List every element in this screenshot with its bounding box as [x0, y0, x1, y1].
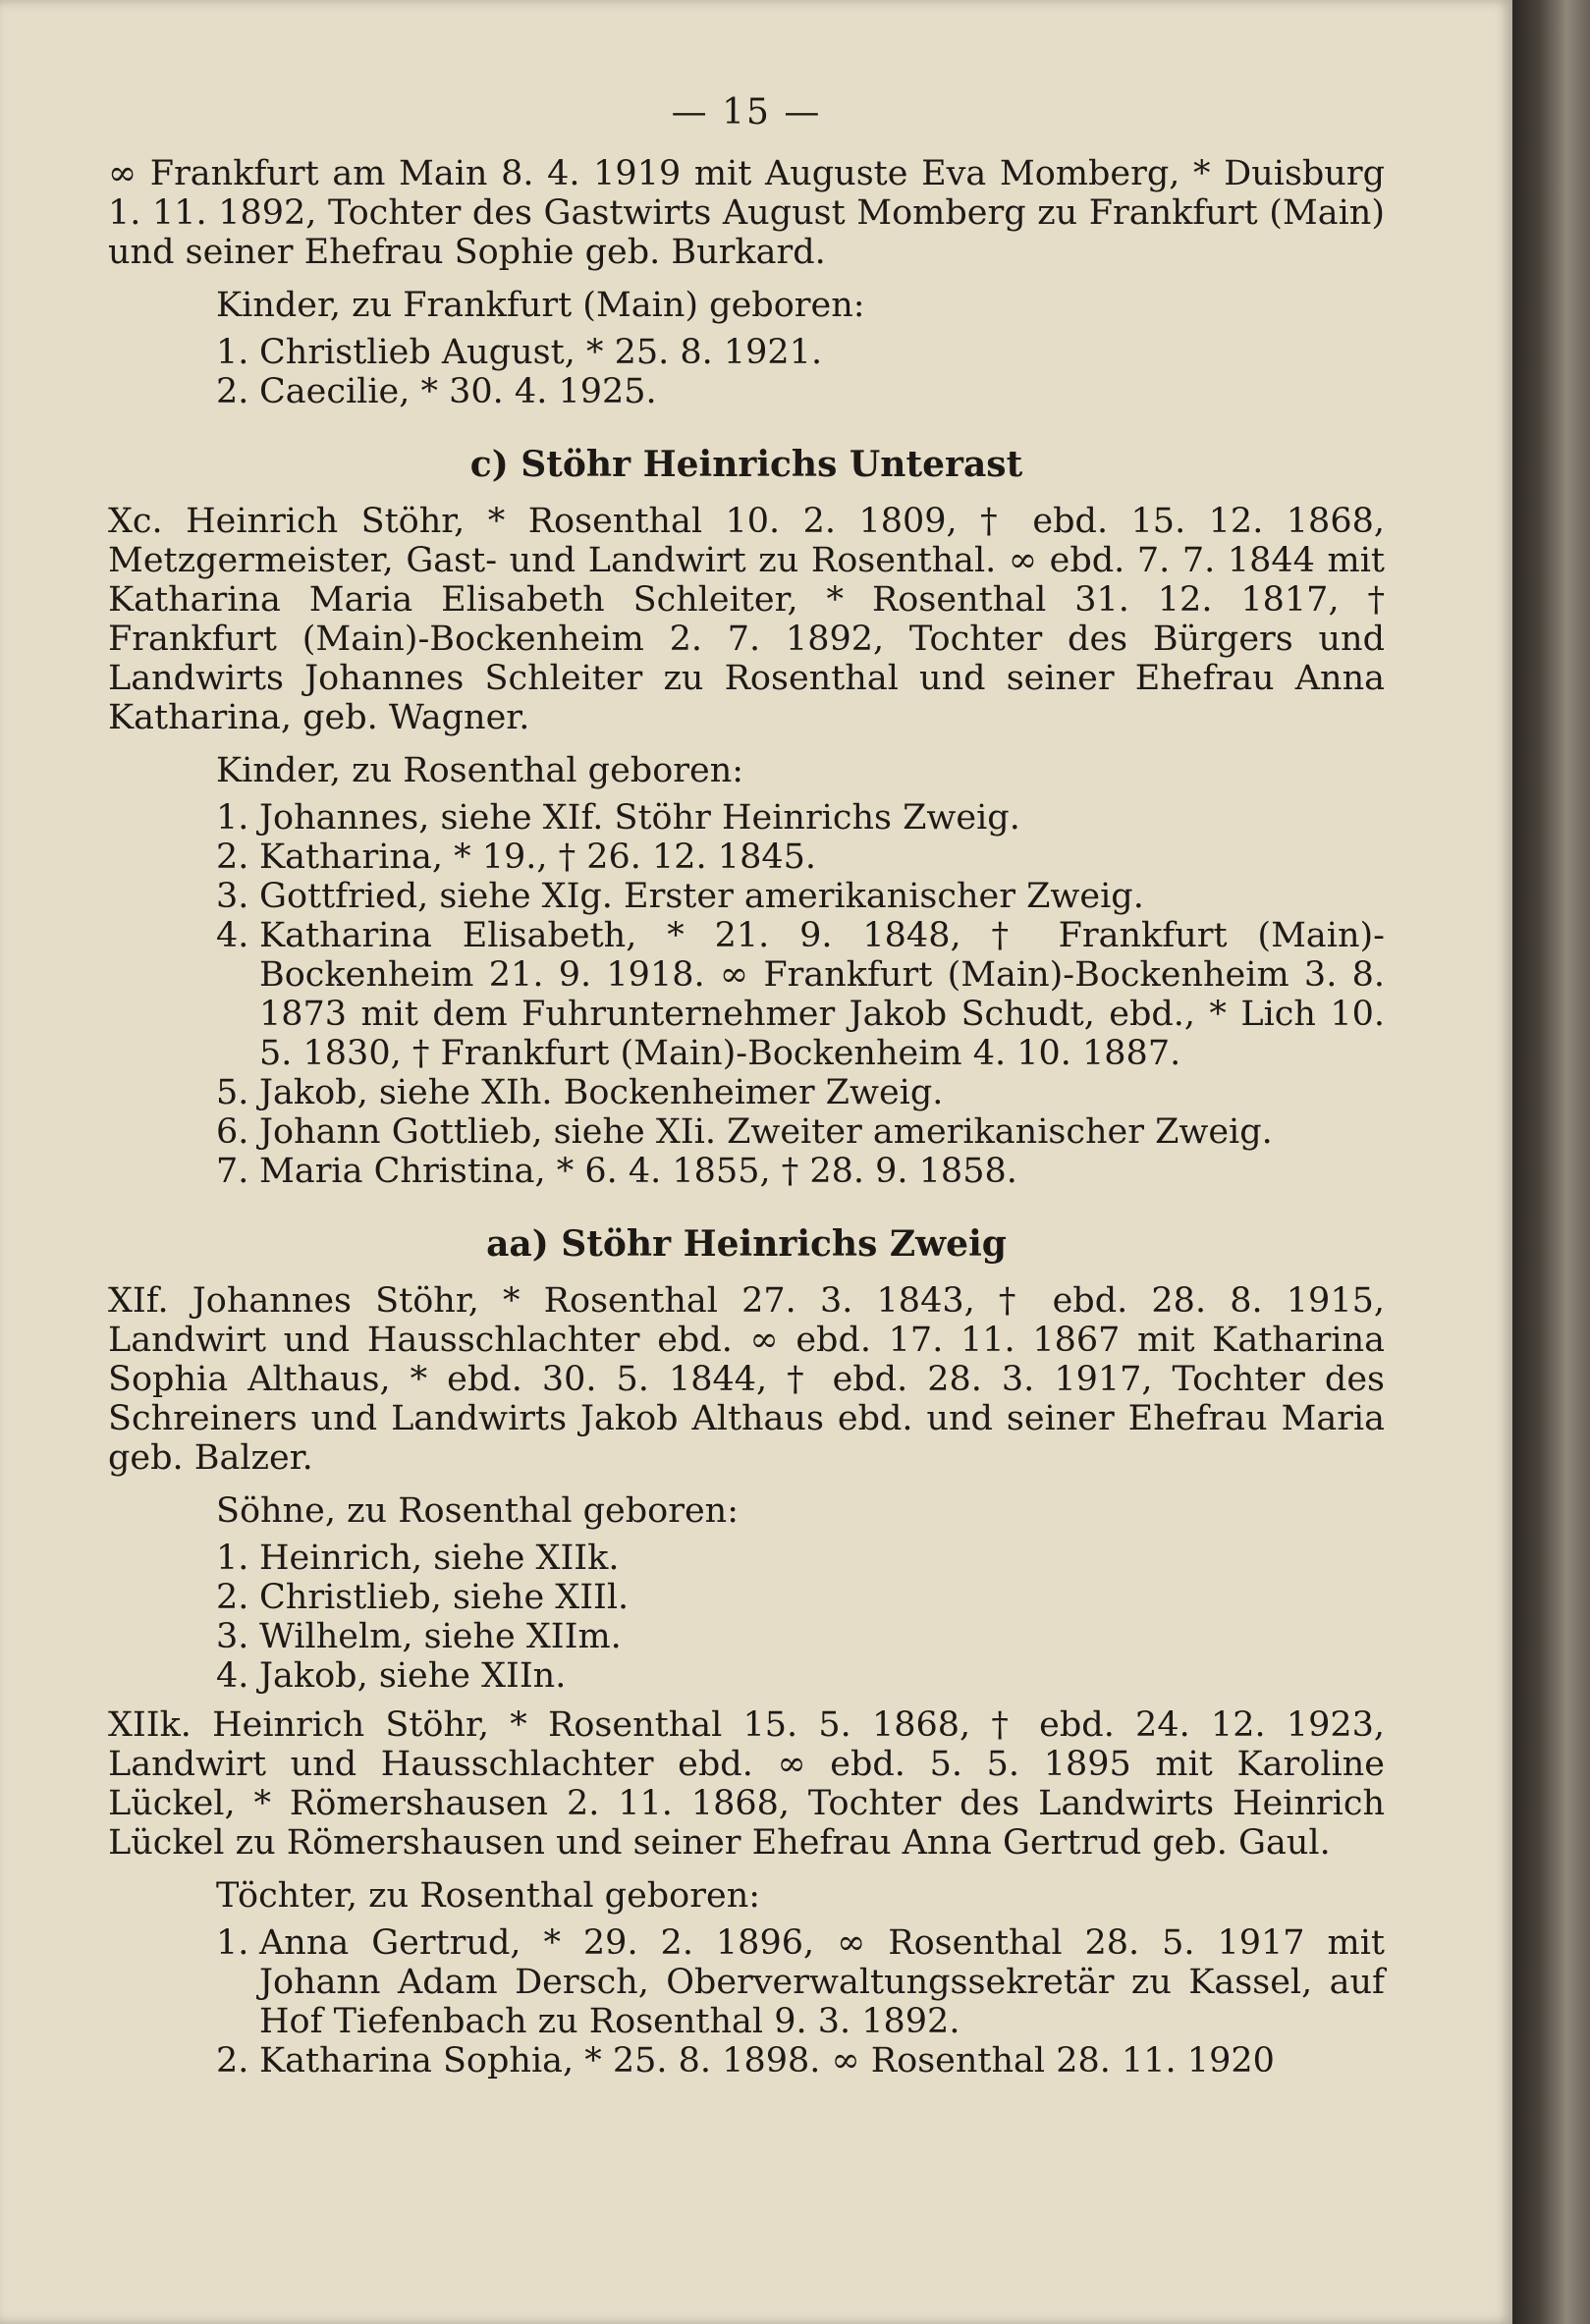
list-item-text: Anna Gertrud, * 29. 2. 1896, ∞ Rosenthal 28. 5. 1917 mit Johann Adam Dersch, Oberverwaltungssekretär zu Kassel, auf Hof Tiefenbach zu Rosenthal 9. 3. 1892.	[259, 1923, 1385, 2041]
list-item-number: 1.	[216, 1539, 249, 1578]
intro-paragraph: ∞ Frankfurt am Main 8. 4. 1919 mit Auguste Eva Momberg, * Duisburg 1. 11. 1892, Tochter des Gastwirts August Momberg zu Frankfurt (Main) und seiner Ehefrau Sophie geb. Burkard.	[108, 154, 1385, 272]
list-item	[216, 333, 1385, 372]
list-item-text: Katharina, * 19., † 26. 12. 1845.	[259, 838, 817, 877]
list-item-text: Gottfried, siehe XIg. Erster amerikanischer Zweig.	[259, 877, 1144, 916]
list-item	[216, 1152, 1385, 1191]
section-c-children-list	[216, 798, 1385, 1191]
list-item-text: Christlieb, siehe XIIl.	[259, 1578, 630, 1617]
list-item	[216, 1923, 1385, 2041]
list-item-number: 3.	[216, 1617, 249, 1656]
list-item-number: 2.	[216, 2041, 249, 2081]
list-item-text: Jakob, siehe XIIn.	[259, 1656, 567, 1696]
section-aa-entry: XIf. Johannes Stöhr, * Rosenthal 27. 3. 1843, † ebd. 28. 8. 1915, Landwirt und Hausschlachter ebd. ∞ ebd. 17. 11. 1867 mit Katharina Sophia Althaus, * ebd. 30. 5. 1844, † ebd. 28. 3. 1917, Tochter des Schreiners und Landwirts Jakob Althaus ebd. und seiner Ehefrau Maria geb. Balzer.	[108, 1281, 1385, 1478]
list-item-number: 2.	[216, 1578, 249, 1617]
list-item	[216, 372, 1385, 411]
section-aa-daughters-heading: Töchter, zu Rosenthal geboren:	[216, 1876, 761, 1916]
section-c-entry: Xc. Heinrich Stöhr, * Rosenthal 10. 2. 1809, † ebd. 15. 12. 1868, Metzgermeister, Gast- und Landwirt zu Rosenthal. ∞ ebd. 7. 7. 1844 mit Katharina Maria Elisabeth Schleiter, * Rosenthal 31. 12. 1817, † Frankfurt (Main)-Bockenheim 2. 7. 1892, Tochter des Bürgers und Landwirts Johannes Schleiter zu Rosenthal und seiner Ehefrau Anna Katharina, geb. Wagner.	[108, 502, 1385, 737]
list-item	[216, 877, 1385, 916]
list-item	[216, 2041, 1385, 2081]
page-number: — 15 —	[671, 92, 822, 133]
list-item-number: 5.	[216, 1073, 249, 1112]
list-item-text: Christlieb August, * 25. 8. 1921.	[259, 333, 823, 372]
list-item	[216, 916, 1385, 1073]
spacer	[108, 1696, 1385, 1705]
list-item-number: 2.	[216, 838, 249, 877]
list-item	[216, 1073, 1385, 1112]
section-c-heading: c) Stöhr Heinrichs Unterast	[469, 444, 1023, 485]
section-c-children-heading: Kinder, zu Rosenthal geboren:	[216, 751, 744, 790]
section-aa-daughters-list	[216, 1923, 1385, 2081]
list-item-number: 3.	[216, 877, 249, 916]
list-item-text: Johann Gottlieb, siehe XIi. Zweiter amerikanischer Zweig.	[259, 1112, 1273, 1152]
section-aa-entry-2: XIIk. Heinrich Stöhr, * Rosenthal 15. 5. 1868, † ebd. 24. 12. 1923, Landwirt und Hausschlachter ebd. ∞ ebd. 5. 5. 1895 mit Karoline Lückel, * Römershausen 2. 11. 1868, Tochter des Landwirts Heinrich Lückel zu Römershausen und seiner Ehefrau Anna Gertrud geb. Gaul.	[108, 1705, 1385, 1863]
section-aa-heading: aa) Stöhr Heinrichs Zweig	[486, 1223, 1007, 1265]
list-item-text: Heinrich, siehe XIIk.	[259, 1539, 620, 1578]
list-item	[216, 798, 1385, 838]
list-item-number: 1.	[216, 798, 249, 838]
list-item-text: Katharina Sophia, * 25. 8. 1898. ∞ Rosenthal 28. 11. 1920	[259, 2041, 1275, 2081]
list-item-text: Katharina Elisabeth, * 21. 9. 1848, † Frankfurt (Main)-Bockenheim 21. 9. 1918. ∞ Frankfurt (Main)-Bockenheim 3. 8. 1873 mit dem Fuhrunternehmer Jakob Schudt, ebd., * Lich 10. 5. 1830, † Frankfurt (Main)-Bockenheim 4. 10. 1887.	[259, 916, 1385, 1073]
list-item	[216, 1656, 1385, 1696]
list-item-number: 7.	[216, 1152, 249, 1191]
section-aa-sons-list	[216, 1539, 1385, 1696]
list-item-text: Johannes, siehe XIf. Stöhr Heinrichs Zweig.	[259, 798, 1020, 838]
list-item-number: 6.	[216, 1112, 249, 1152]
list-item-number: 1.	[216, 1923, 249, 1963]
list-item-text: Jakob, siehe XIh. Bockenheimer Zweig.	[259, 1073, 944, 1112]
list-item-text: Caecilie, * 30. 4. 1925.	[259, 372, 657, 411]
list-item	[216, 838, 1385, 877]
intro-children-heading: Kinder, zu Frankfurt (Main) geboren:	[216, 286, 865, 325]
list-item	[216, 1112, 1385, 1152]
section-aa-sons-heading: Söhne, zu Rosenthal geboren:	[216, 1491, 740, 1531]
list-item-number: 1.	[216, 333, 249, 372]
list-item-number: 4.	[216, 916, 249, 955]
list-item-text: Wilhelm, siehe XIIm.	[259, 1617, 622, 1656]
page-content	[108, 93, 1385, 2081]
intro-children-list	[216, 333, 1385, 411]
list-item-number: 4.	[216, 1656, 249, 1696]
list-item-text: Maria Christina, * 6. 4. 1855, † 28. 9. 1858.	[259, 1152, 1017, 1191]
list-item-number: 2.	[216, 372, 249, 411]
book-spine-edge	[1512, 0, 1590, 2324]
list-item	[216, 1578, 1385, 1617]
list-item	[216, 1539, 1385, 1578]
list-item	[216, 1617, 1385, 1656]
